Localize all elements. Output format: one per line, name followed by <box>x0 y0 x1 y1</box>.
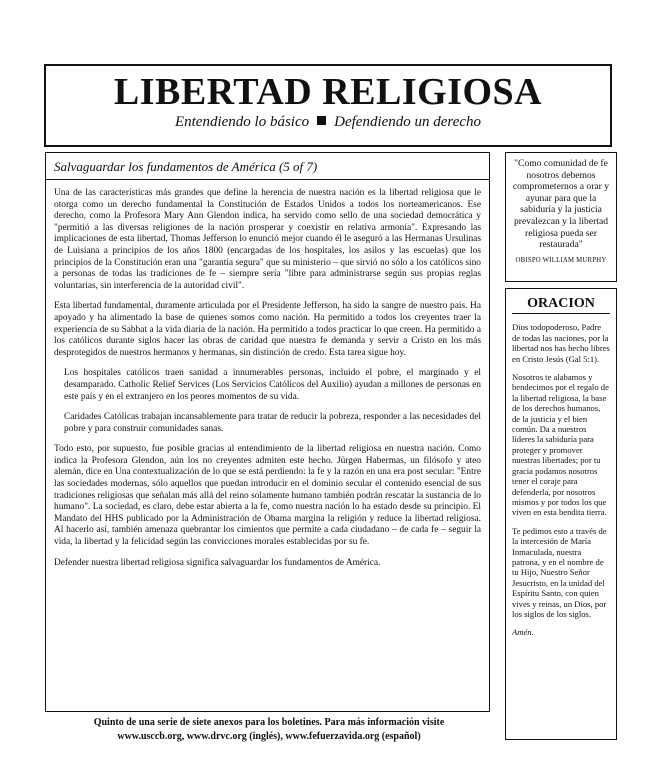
footer <box>44 716 494 744</box>
article-title: Salvaguardar los fundamentos de América (5 of 7) <box>46 153 489 180</box>
article-paragraph: Esta libertad fundamental, duramente articulada por el Presidente Jefferson, ha sido la sangre de nuestro país. Ha apoyado y ha alimentado la base de quienes somos como nación. Ha permitido a todos los creyentes traer la experiencia de su Sabbat a la vida diaria de la nación. Ha permitido a todos practicar lo que creen. Ha permitido a los católicos durante siglos hacer las obras de caridad que nuestra fe demanda y servir a Cristo en los más desprotegidos de nuestros hermanos y hermanas, sin distinción de credo. Esta tarea sigue hoy. <box>54 301 481 358</box>
article-paragraph: Todo esto, por supuesto, fue posible gracias al entendimiento de la libertad religiosa en nuestra nación. Como indica la Profesora Glendon, aún los no creyentes admiten este hecho. Jürgen Habermas, un filósofo y ateo alemán, dice en Una contextualización de lo que se está perdiendo: la fe y la razón en una era post secular: "Entre las sociedades modernas, sólo aquellos que puedan introducir en el dominio secular el contenido esencial de sus tradiciones religiosas que señalan más allá del reino solamente humano también podrán rescatar la sustancia de lo humano". La sociedad, es claro, debe estar abierta a la fe, como nuestra nación lo ha estado desde su principio. El Mandato del HHS publicado por la Administración de Obama margina la religión y reduce la libertad religiosa. Al hacerlo así, también amenaza quebrantar los cimientos que permite a cada ciudadano – de cada fe – seguir la vida, la libertad y la felicidad según las convicciones morales establecidas por su fe. <box>54 444 481 548</box>
footer-links[interactable]: www.usccb.org, www.drvc.org (inglés), www.fefuerzavida.org (español) <box>117 731 421 742</box>
article-paragraph: Defender nuestra libertad religiosa significa salvaguardar los fundamentos de América. <box>54 557 381 568</box>
masthead <box>44 64 612 147</box>
prayer-box <box>505 288 617 740</box>
quote-text: "Como comunidad de fe nosotros debemos comprometernos a orar y ayunar para que la sabiduría y la justicia prevalezcan y la libertad religiosa pueda ser restaurada" <box>512 158 610 251</box>
prayer-paragraph: Dios todopoderoso, Padre de todas las naciones, por la libertad nos has hecho libres en Cristo Jesús (Gal 5:1). <box>512 322 610 364</box>
square-bullet-icon <box>317 116 326 125</box>
quote-box <box>505 152 617 282</box>
footer-line: Quinto de una serie de siete anexos para los boletines. Para más información visite <box>93 717 445 728</box>
prayer-amen: Amén. <box>512 627 534 638</box>
article-paragraph: Los hospitales católicos traen sanidad a innumerables personas, incluido el pobre, el marginado y el desamparado. Catholic Relief Services (Los Servicios Católicos del Auxilio) ayudan a millones de personas en este país y en el extranjero en los peores momentos de su vida. <box>64 368 481 402</box>
subtitle-left: Entendiendo lo básico <box>174 114 310 130</box>
article-box <box>45 152 490 712</box>
article-paragraph: Caridades Católicas trabajan incansablemente para tratar de reducir la pobreza, responder a las necesidades del pobre y para construir comunidades sanas. <box>64 412 481 434</box>
prayer-paragraph: Nosotros te alabamos y bendecimos por el regalo de la libertad religiosa, la base de los derechos humanos, de la justicia y el bien común. Da a nuestros líderes la sabiduría para proteger y promover nuestras libertades; por tu gracia podamos nosotros tener el coraje para defenderla, por nosotros mismos y por todos los que viven en esta bendita tierra. <box>512 372 609 518</box>
subtitle-right: Defendiendo un derecho <box>334 114 482 130</box>
article-paragraph: Una de las características más grandes que define la herencia de nuestra nación es la libertad religiosa que le otorga como un derecho fundamental la Constitución de Estados Unidos a todos los norteamericanos. Ese derecho, como la Profesora Mary Ann Glendon indica, ha servido como sello de una sociedad democrática y "permitió a las diversas religiones de la nación prosperar y coexistir en relativa armonía". Expresando las implicaciones de esta libertad, Thomas Jefferson lo enunció mejor cuando él le aseguró a las Hermanas Ursulinas de Luisiana a principios de los años 1800 (encargadas de los hospitales, los asilos y las escuelas) que los principios de la Constitución eran una "garantía segura" que su ministerio – que sirvió no sólo a los católicos sino a personas de todas las tradiciones de fe – siempre sería "libre para administrarse según sus propias reglas voluntarias, sin interferencia de la autoridad civil". <box>54 188 481 291</box>
prayer-title: ORACION <box>512 299 610 314</box>
page-title: LIBERTAD RELIGIOSA <box>113 71 543 113</box>
quote-author: OBISPO WILLIAM MURPHY <box>515 256 607 264</box>
article-body <box>46 180 489 569</box>
masthead-subtitle <box>46 114 610 131</box>
prayer-paragraph: Te pedimos esto a través de la intercesión de María Inmaculada, nuestra patrona, y en el nombre de tu Hijo, Nuestro Señor Jesucristo, en la unidad del Espíritu Santo, con quien vives y reinas, un Dios, por los siglos de los siglos. <box>512 525 607 619</box>
